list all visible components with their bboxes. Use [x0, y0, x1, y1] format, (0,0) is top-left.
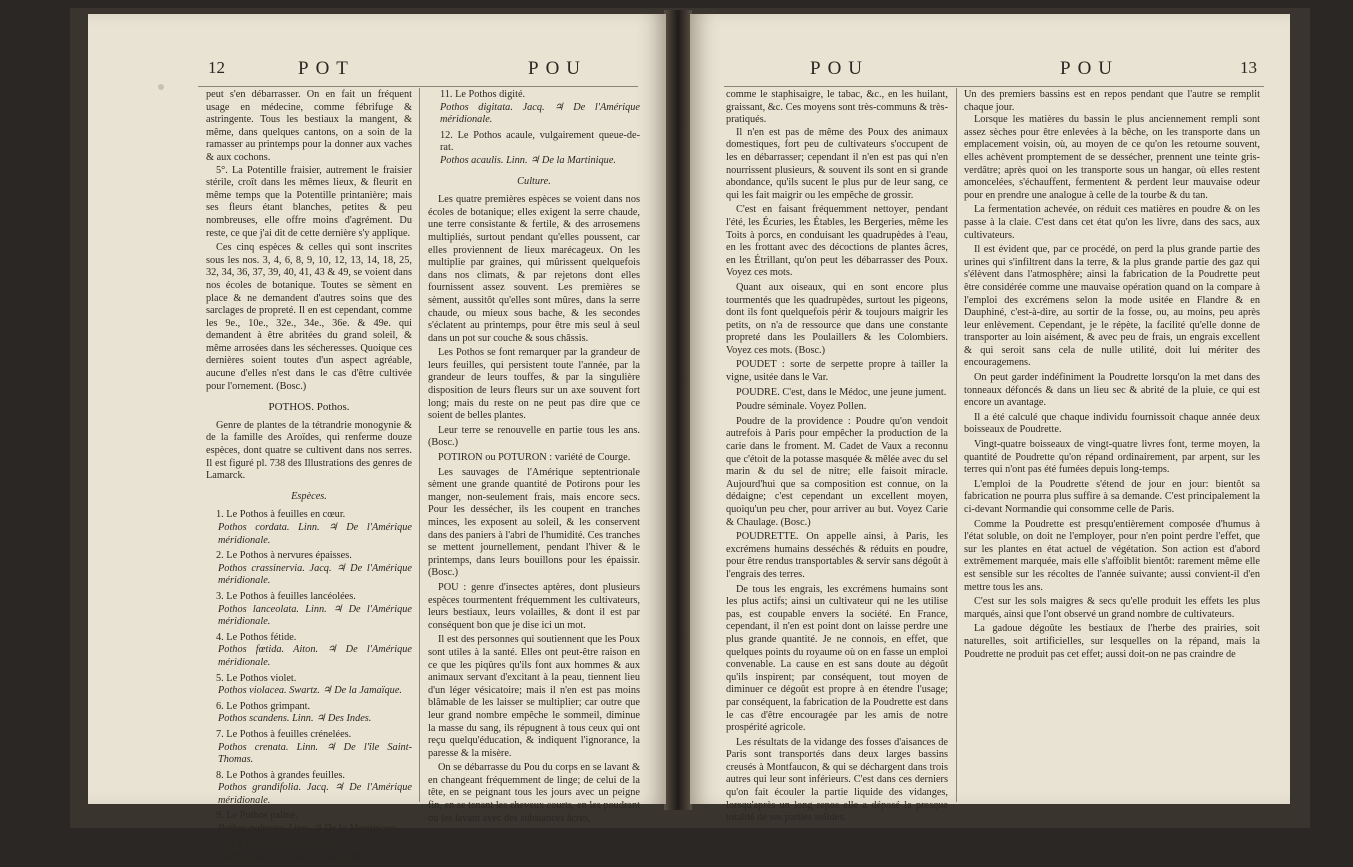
species-name: 6. Le Pothos grimpant.	[216, 700, 311, 712]
running-head-pou-right-1: POU	[810, 58, 870, 79]
column-rule-right	[956, 88, 957, 802]
running-head-pou-left: POU	[528, 58, 588, 79]
page-number-left: 12	[208, 58, 225, 77]
right-column-2	[964, 88, 1260, 663]
paragraph: 5°. La Potentille fraisier, autrement le fraisier stérile, croît dans les mêmes lieux, & fleurit en même temps que la Potentille printanière; mais ses fleurs étant blanches, petites & peu nombreuses, elle offre moins d'agrément. Du reste, ce que j'ai dit de cette dernière s'y applique.	[206, 164, 412, 239]
right-page-header	[690, 58, 1290, 86]
paragraph: Il est évident que, par ce procédé, on perd la plus grande partie des urines qui s'infiltrent dans la terre, & la plus grande partie des gaz qui s'élèvent dans l'atmosphère; ainsi la fabrication de la Poudrette peut être considérée comme une mauvaise opération quand on la compare à l'emploi des excrémens selon la mode usitée en Flandre & en Dauphiné, c'est-à-dire, au sortir de la fosse, ou, au moins, peu après leur enlèvement. Cependant, je le répète, la facilité qu'elle donne de transporter au loin aisément, & avec peu de frais, un engrais excellent & qui seroit sans cela de nulle utilité, doit lui mériter des encouragemens.	[964, 244, 1260, 369]
paragraph: La gadoue dégoûte les bestiaux de l'herbe des prairies, soit naturelles, soit artificielles, sur lesquelles on la répand, mais la Poudrette ne produit pas cet effet; aussi doit-on ne pas craindre de	[964, 623, 1260, 660]
paragraph: C'est sur les sols maigres & secs qu'elle produit les effets les plus marqués, ainsi que l'ont observé un grand nombre de cultivateurs.	[964, 596, 1260, 620]
species-desc: Pothos pinnata. Linn. ♃ Des Indes.	[218, 851, 366, 863]
paragraph: Genre de plantes de la tétrandrie monogynie & de la famille des Aroïdes, qui renferme douze espèces, dont quatre se cultivent dans nos serres. Il est figuré pl. 738 des Illustrations des genres de Lamarck.	[206, 419, 412, 482]
species-name: 3. Le Pothos à feuilles lancéolées.	[216, 590, 356, 602]
paragraph: Leur terre se renouvelle en partie tous les ans. (Bosc.)	[428, 424, 640, 449]
species-desc: Pothos violacea. Swartz. ♃ De la Jamaïque.	[218, 685, 402, 697]
paragraph: Quant aux oiseaux, qui en sont encore plus tourmentés que les quadrupèdes, surtout les pigeons, dont ils font quelquefois périr & toujours maigrir les petits, on n'a de ressource que dans une constante propreté dans les Poulaillers & les Colombiers. Voyez ces mots. (Bosc.)	[726, 281, 948, 356]
right-column-1	[726, 88, 948, 827]
column-rule-left	[419, 88, 420, 802]
species-name: 5. Le Pothos violet.	[216, 672, 297, 684]
paragraph: On se débarrasse du Pou du corps en se lavant & en changeant fréquemment de linge; de celui de la tête, en se peignant tous les jours avec un peigne fin, en se tenant les cheveux courts, en les poudrant ou les lavant avec des substances âcres,	[428, 762, 640, 824]
paragraph: De tous les engrais, les excrémens humains sont les plus actifs; ainsi un cultivateur qui ne les utilise pas, est coupable envers la société. En France, cependant, il n'en est point dont on laisse perdre une plus grande quantité. Je ne connois, en effet, que quelques points du royaume où on en fasse un emploi convenable. La cause en est sans doute au dégoût qu'ils inspirent; par conséquent, tout moyen de diminuer ce dégoût est propre à en étendre l'usage; par conséquent, la fabrication de la Poudrette est dans le cas d'être encouragée par les amis de notre prospérité agricole.	[726, 583, 948, 734]
paragraph: L'emploi de la Poudrette s'étend de jour en jour: bientôt sa fabrication ne pourra plus suffire à sa demande. C'est principalement la ci-devant Normandie qui consomme celle de Paris.	[964, 478, 1260, 515]
left-page	[88, 14, 666, 863]
right-page	[690, 14, 1290, 824]
species-desc: Pothos acaulis. Linn. ♃ De la Martinique.	[440, 154, 616, 166]
species-name: 8. Le Pothos à grandes feuilles.	[216, 769, 345, 781]
species-name: 4. Le Pothos fétide.	[216, 631, 297, 643]
paragraph: Poudre séminale. Voyez Pollen.	[736, 401, 867, 413]
running-head-pot: POT	[298, 58, 355, 79]
species-name: 2. Le Pothos à nervures épaisses.	[216, 550, 352, 562]
paragraph: POUDRE. C'est, dans le Médoc, une jeune jument.	[736, 386, 947, 398]
paragraph: Les sauvages de l'Amérique septentrionale sèment une grande quantité de Potirons pour les manger, non-seulement frais, mais encore secs. Pour les dessécher, ils les coupent en tranches minces, les exposent au soleil, & les conservent dans des paniers à l'abri de l'humidité. Ces tranches se mettent journellement, pendant l'hiver & le printemps, dans leurs bouillons pour les épaissir. (Bosc.)	[428, 466, 640, 579]
paragraph: POUDET : sorte de serpette propre à tailler la vigne, usitée dans le Var.	[726, 359, 948, 384]
page-number-right: 13	[1240, 58, 1257, 77]
left-column-1	[206, 88, 412, 867]
section-title-culture: Culture.	[517, 175, 551, 187]
paragraph: Les Pothos se font remarquer par la grandeur de leurs feuilles, qui persistent toute l'année, par la grandeur de leurs touffes, & par la singulière disposition de leurs fleurs sur un axe souvent fort long; mais du reste on ne peut pas dire que ce soient de belles plantes.	[428, 347, 640, 422]
species-desc: Pothos fœtida. Aiton. ♃ De l'Amérique méridionale.	[218, 644, 412, 668]
paragraph: Il a été calculé que chaque individu fournissoit chaque année deux boisseaux de Poudrette.	[964, 411, 1260, 436]
species-desc: Pothos digitata. Jacq. ♃ De l'Amérique méridionale.	[440, 101, 640, 126]
paragraph: Poudre de la providence : Poudre qu'on vendoit autrefois à Paris pour empêcher la production de la carie dans le froment. M. Cadet de Vaux a reconnu que c'étoit de la potasse masquée & mêlée avec du sel marin & du sel de nitre; elle faisoit miracle. Aujourd'hui que sa composition est connue, on la dédaigne; c'est cependant un excellent moyen, quoiqu'un peu cher, pour arriver au but. Voyez Carie & Chaulage. (Bosc.)	[726, 415, 949, 528]
paragraph: Ces cinq espèces & celles qui sont inscrites sous les nos. 3, 4, 6, 8, 9, 10, 12, 13, 14, 18, 25, 32, 34, 36, 37, 39, 40, 41, 43 & 49, se voient dans nos écoles de botanique. Toutes se sèment en place & ne demandent d'autres soins que des sarclages de propreté. Il en est cependant, comme les 9e., 10e., 32e., 34e., 36e. & 49e. qui demandent à être abritées du grand soleil, & même arrosées dans les sécheresses. Quoique ces dernières soient toutes d'un aspect agréable, aucune d'elles n'est dans le cas d'être cultivée pour l'ornement. (Bosc.)	[206, 242, 412, 392]
species-desc: Pothos scandens. Linn. ♃ Des Indes.	[218, 713, 372, 725]
species-list	[206, 509, 412, 863]
species-name: 1. Le Pothos à feuilles en cœur.	[216, 509, 346, 521]
species-desc: Pothos crassinervia. Jacq. ♃ De l'Amérique méridionale.	[218, 562, 412, 587]
running-head-pou-right-2: POU	[1060, 58, 1120, 79]
species-desc: Pothos lanceolata. Linn. ♃ De l'Amérique méridionale.	[218, 603, 412, 628]
paragraph: Les résultats de la vidange des fosses d'aisances de Paris sont transportés dans deux larges bassins creusés à Montfaucon, & qui se déchargent dans trois autres qui leur sont inférieurs. C'est dans ces derniers qu'on fait écouler la partie liquide des vidanges, lorsqu'après un long repos elle a déposé la presque totalité de ses parties solides.	[726, 736, 948, 824]
section-title-pothos: POTHOS. Pothos.	[268, 401, 350, 414]
paragraph: peut s'en débarrasser. On en fait un fréquent usage en médecine, comme fébrifuge & astringente. Tous les bestiaux la mangent, & même, dans quelques cantons, on a soin de la ramasser au printemps pour la donner aux vaches & aux cochons.	[206, 89, 412, 163]
paragraph: Un des premiers bassins est en repos pendant que l'autre se remplit chaque jour.	[964, 89, 1260, 113]
species-desc: Pothos grandifolia. Jacq. ♃ De l'Amérique méridionale.	[218, 782, 412, 806]
paragraph: C'est en faisant fréquemment nettoyer, pendant l'été, les Écuries, les Étables, les Bergeries, même les Toits à porcs, en conduisant les quadrupèdes à l'eau, en les frottant avec des décoctions de plantes âcres, en les Étrillant, qu'on peut les débarrasser des Poux. Voyez ces mots.	[726, 204, 948, 279]
species-name: 7. Le Pothos à feuilles crénelées.	[216, 728, 352, 740]
species-name: 12. Le Pothos acaule, vulgairement queue-de-rat.	[440, 129, 640, 154]
paragraph: POU : genre d'insectes aptères, dont plusieurs espèces tourmentent fréquemment les cultivateurs, leurs bestiaux, leurs volailles, & dont il est par conséquent bon que je dise ici un mot.	[428, 581, 640, 631]
paragraph: Il n'en est pas de même des Poux des animaux domestiques, fort peu de cultivateurs s'occupent de les en débarrasser; cependant il n'en est pas qui n'en nourrissent plusieurs, & souvent ils sont en si grande abondance, qu'ils sucent le plus pur de leur sang, ce qui les fait maigrir ou les empêche de grossir.	[726, 126, 948, 201]
paragraph: Comme la Poudrette est presqu'entièrement composée d'humus à l'état soluble, on doit ne l'employer, pour n'en point perdre l'effet, que sur les plantes en état actuel de végétation. Son action est d'abord extrêmement marquée, mais elle s'affoiblit bientôt: rarement même elle est sensible sur les récoltes de l'année suivante; aussi convient-il d'en mettre tous les ans.	[964, 518, 1260, 593]
paragraph: On peut garder indéfiniment la Poudrette lorsqu'on la met dans des tonneaux défoncés & dans un lieu sec & abrité de la pluie, ce qui est encore un avantage.	[964, 372, 1260, 409]
left-column-2	[428, 88, 640, 827]
paragraph: comme le staphisaigre, le tabac, &c., en les huilant, graissant, &c. Ces moyens sont très-communs & très-pratiqués.	[726, 89, 948, 126]
species-desc: Pothos cordata. Linn. ♃ De l'Amérique méridionale.	[218, 522, 412, 546]
species-name: 10. Le Pothos à feuilles ailées.	[216, 838, 342, 850]
paragraph: POTIRON ou POTURON : variété de Courge.	[438, 452, 631, 464]
book-gutter	[664, 10, 692, 810]
section-title-especes: Espèces.	[291, 490, 327, 502]
header-rule-right	[724, 86, 1264, 87]
header-rule-left	[198, 86, 638, 87]
species-desc: Pothos palmata. Linn. ♃ De la Martinique.	[218, 823, 398, 835]
paragraph: Lorsque les matières du bassin le plus anciennement rempli sont assez sèches pour être enlevées à la bêche, on les transporte dans un emplacement voisin, où, au moyen de ce qu'on les retourne souvent, elles achèvent promptement de se dessécher, prennent une teinte gris-verdâtre; après quoi on les transporte sous un hangar, où elles restent amoncelées, s'échauffent, fermentent & perdent leur mauvaise odeur pour en prendre une analogue à celle de la tourbe & du tan.	[964, 114, 1260, 201]
species-desc: Pothos crenata. Linn. ♃ De l'île Saint-Thomas.	[218, 741, 412, 766]
left-page-header	[88, 58, 666, 86]
paragraph: Il est des personnes qui soutiennent que les Poux sont utiles à la santé. Elles ont peut-être raison en ce que les piqûres qu'ils font aux hommes & aux animaux servant d'excitant à la peau, tiennent lieu d'un léger vésicatoire; mais il n'en est pas moins blâmable de les laisser se multiplier; car outre que leur grand nombre empêche le sommeil, diminue la masse du sang, ils répugnent à tous ceux qui ont reçu quelqu'éducation, & indiquent l'ignorance, la paresse & la misère.	[428, 634, 640, 759]
paragraph: Vingt-quatre boisseaux de vingt-quatre livres font, terme moyen, la quantité de Poudrette qu'on répand ordinairement, par arpent, sur les terres qui n'ont pas été fumées depuis long-temps.	[964, 439, 1260, 476]
paragraph: Les quatre premières espèces se voient dans nos écoles de botanique; elles exigent la serre chaude, une terre consistante & fertile, & des arrosemens multipliés, surtout pendant qu'elles poussent, car elles proviennent de lieux marécageux. On les multiplie par graines, qui mûrissent quelquefois dans nos climats, & par rejetons dont elles fournissent assez souvent. Les premières se sèment, aussitôt qu'elles sont mûres, dans la serre chaude, ou mieux sous bache, & les secondes s'éclatent au printemps, pour être mis seul à seul dans un pot sur couche & sous châssis.	[428, 194, 640, 344]
species-name: 9. Le Pothos palmé.	[216, 810, 299, 822]
paragraph: La fermentation achevée, on réduit ces matières en poudre & on les passe à la claie. C'est dans cet état qu'on les livre, dans des sacs, aux cultivateurs.	[964, 204, 1260, 241]
paragraph: POUDRETTE. On appelle ainsi, à Paris, les excrémens humains desséchés & réduits en poudre, pour être rendus transportables & servir sans dégoût à l'engrais des terres.	[726, 531, 948, 580]
species-name: 11. Le Pothos digité.	[440, 89, 526, 100]
